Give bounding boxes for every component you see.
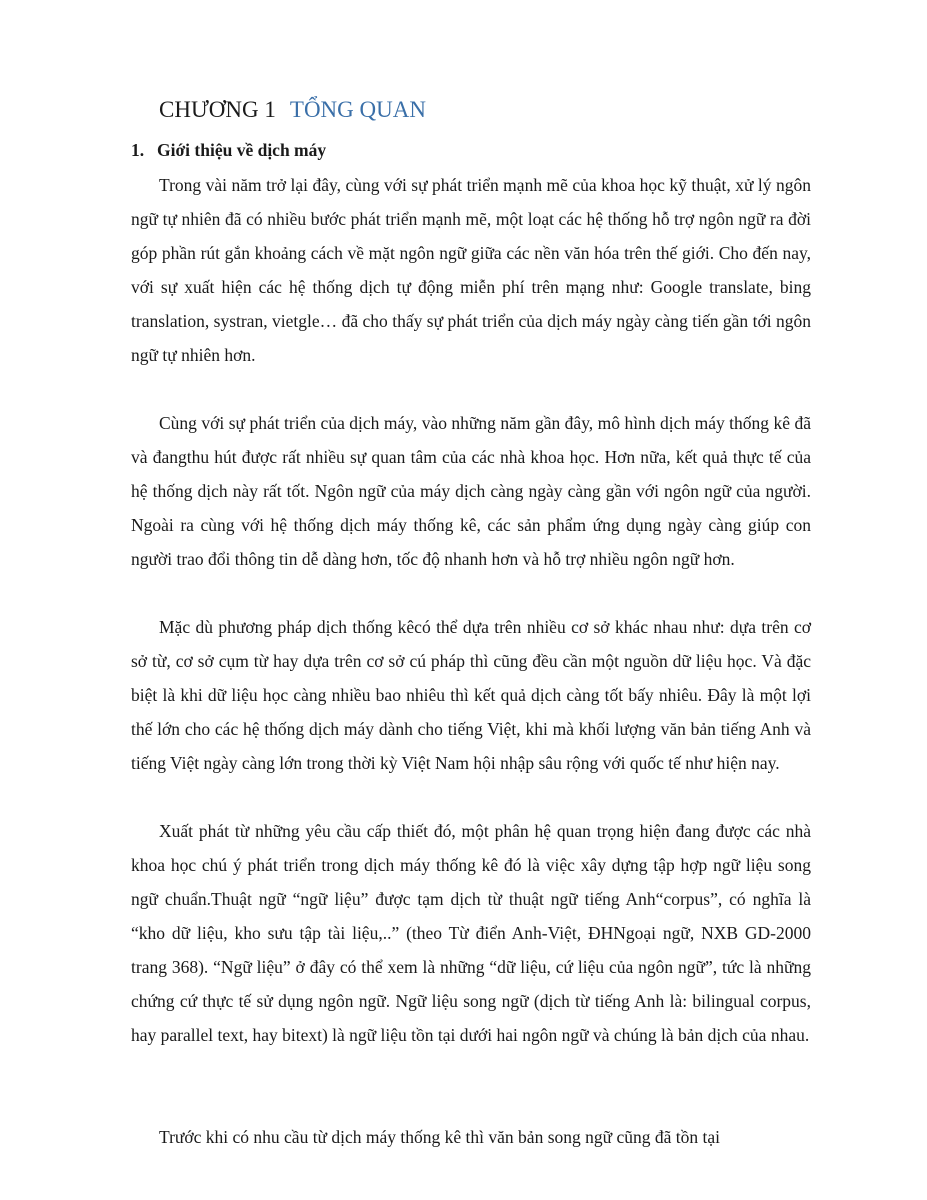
paragraph-text: Trong vài năm trở lại đây, cùng với sự phát triển mạnh mẽ của khoa học kỹ thuật, xử lý ngôn ngữ tự nhiên đã có nhiều bước phát triển mạnh mẽ, một loạt các hệ thống hỗ trợ ngôn ngữ ra đời góp phần rút gắn khoảng cách về mặt ngôn ngữ giữa các nền văn hóa trên thế giới. Cho đến nay, với sự xuất hiện các hệ thống dịch tự động miễn phí trên mạng như: Google translate, bing translation, systran, vietgle… đã cho thấy sự phát triển của dịch máy ngày càng tiến gần tới ngôn ngữ tự nhiên hơn. (131, 175, 811, 365)
paragraph-3 (131, 610, 811, 780)
paragraph-text: Xuất phát từ những yêu cầu cấp thiết đó, một phân hệ quan trọng hiện đang được các nhà khoa học chú ý phát triển trong dịch máy thống kê đó là việc xây dựng tập hợp ngữ liệu song ngữ chuẩn.Thuật ngữ “ngữ liệu” được tạm dịch từ thuật ngữ tiếng Anh“corpus”, có nghĩa là “kho dữ liệu, kho sưu tập tài liệu,..” (theo Từ điển Anh-Việt, ĐHNgoại ngữ, NXB GD-2000 trang 368). “Ngữ liệu” ở đây có thể xem là những “dữ liệu, cứ liệu của ngôn ngữ”, tức là những chứng cứ thực tế sử dụng ngôn ngữ. Ngữ liệu song ngữ (dịch từ tiếng Anh là: bilingual corpus, hay parallel text, hay bitext) là ngữ liệu tồn tại dưới hai ngôn ngữ và chúng là bản dịch của nhau. (131, 821, 811, 1045)
section-title: Giới thiệu về dịch máy (157, 140, 327, 160)
section-heading (131, 138, 326, 162)
paragraph-4 (131, 814, 811, 1052)
paragraph-text: Cùng với sự phát triển của dịch máy, vào những năm gần đây, mô hình dịch máy thống kê đã và đangthu hút được rất nhiều sự quan tâm của các nhà khoa học. Hơn nữa, kết quả thực tế của hệ thống dịch này rất tốt. Ngôn ngữ của máy dịch càng ngày càng gần với ngôn ngữ của người. Ngoài ra cùng với hệ thống dịch máy thống kê, các sản phẩm ứng dụng ngày càng giúp con người trao đổi thông tin dễ dàng hơn, tốc độ nhanh hơn và hỗ trợ nhiều ngôn ngữ hơn. (131, 413, 811, 569)
paragraph-text: Mặc dù phương pháp dịch thống kêcó thể dựa trên nhiều cơ sở khác nhau như: dựa trên cơ sở từ, cơ sở cụm từ hay dựa trên cơ sở cú pháp thì cũng đều cần một nguồn dữ liệu học. Và đặc biệt là khi dữ liệu học càng nhiều bao nhiêu thì kết quả dịch càng tốt bấy nhiêu. Đây là một lợi thế lớn cho các hệ thống dịch máy dành cho tiếng Việt, khi mà khối lượng văn bản tiếng Anh và tiếng Việt ngày càng lớn trong thời kỳ Việt Nam hội nhập sâu rộng với quốc tế như hiện nay. (131, 617, 811, 773)
paragraph-1 (131, 168, 811, 372)
chapter-title: TỔNG QUAN (289, 97, 426, 122)
paragraph-5 (131, 1120, 811, 1154)
chapter-heading (159, 95, 426, 125)
paragraph-text: Trước khi có nhu cầu từ dịch máy thống kê thì văn bản song ngữ cũng đã tồn tại (159, 1127, 720, 1147)
section-number: 1. (131, 140, 145, 160)
paragraph-2 (131, 406, 811, 576)
chapter-number: CHƯƠNG 1 (159, 97, 276, 122)
